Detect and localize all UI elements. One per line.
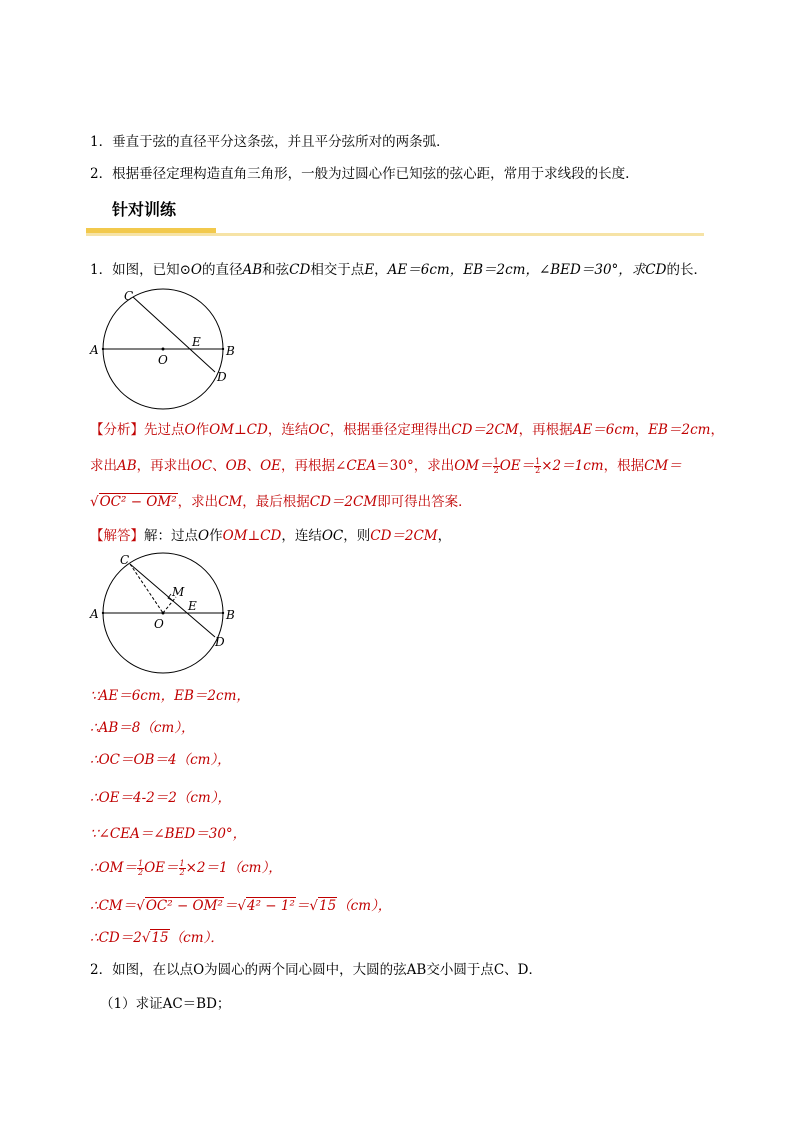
fig1-label-a: A [90,343,99,357]
solution-tag: 【解答】 [90,528,144,544]
solution-step-6: ∴OM＝ $\frac{1}{2}$ OE＝ $\frac{1}{2}$ ×2＝1（cm）， [90,859,282,877]
figure-1-circle-diagram [88,286,248,412]
question-2: 2．如图，在以点O为圆心的两个同心圆中，大圆的弦AB交小圆于点C、D． [90,962,542,978]
fig2-label-d: D [215,635,225,649]
solution-step-8: ∴CD＝2√15（cm）． [90,930,224,946]
fig1-label-e: E [192,335,201,349]
solution-step-5: ∵∠CEA＝∠BED＝30°， [90,826,247,842]
solution-step-2: ∴AB＝8（cm）， [90,720,195,736]
fig1-label-b: B [226,344,235,358]
analysis-line-2: 求出AB，再求出OC、OB、OE，再根据∠CEA＝30°，求出OM＝ $\frac{1}{2}$ OE＝ $\frac{1}{2}$ ×2＝1cm，根据CM＝ [90,457,682,475]
fig2-label-e: E [188,599,197,613]
analysis-line-1: 【分析】先过点O作OM⊥CD，连结OC，根据垂径定理得出CD＝2CM，再根据AE＝6cm，EB＝2cm， [90,422,724,438]
fig1-label-c: C [124,289,134,303]
solution-line-0: 【解答】解：过点O作OM⊥CD，连结OC，则CD＝2CM， [90,528,452,544]
question-1: 1．如图，已知⊙O的直径AB和弦CD相交于点E，AE＝6cm，EB＝2cm，∠BED＝30°，求CD的长． [90,262,707,278]
fig2-label-c: C [120,553,130,567]
fig1-label-d: D [217,370,227,384]
fig2-label-m: M [172,585,185,599]
section-underline [86,233,704,236]
analysis-line-3: √OC² − OM²，求出CM，最后根据CD＝2CM即可得出答案． [90,494,472,510]
fig2-label-a: A [90,607,99,621]
intro-point-2: 2．根据垂径定理构造直角三角形，一般为过圆心作已知弦的弦心距，常用于求线段的长度. [90,166,630,182]
solution-step-4: ∴OE＝4-2＝2（cm）， [90,790,231,806]
intro-point-1: 1．垂直于弦的直径平分这条弦，并且平分弦所对的两条弧． [90,134,450,150]
fig1-label-o: O [158,353,168,367]
solution-step-3: ∴OC＝OB＝4（cm）， [90,752,231,768]
fig2-label-b: B [226,608,235,622]
section-title: 针对训练 [112,200,177,219]
fig2-label-o: O [154,617,164,631]
figure-2-circle-diagram [88,550,248,676]
solution-step-7: ∴CM＝√OC² − OM²＝√4² − 1²＝√15（cm）， [90,898,392,914]
question-2-part-1: （1）求证AC＝BD； [100,996,231,1012]
analysis-tag: 【分析】 [90,422,144,438]
solution-step-1: ∵AE＝6cm，EB＝2cm， [90,688,250,704]
